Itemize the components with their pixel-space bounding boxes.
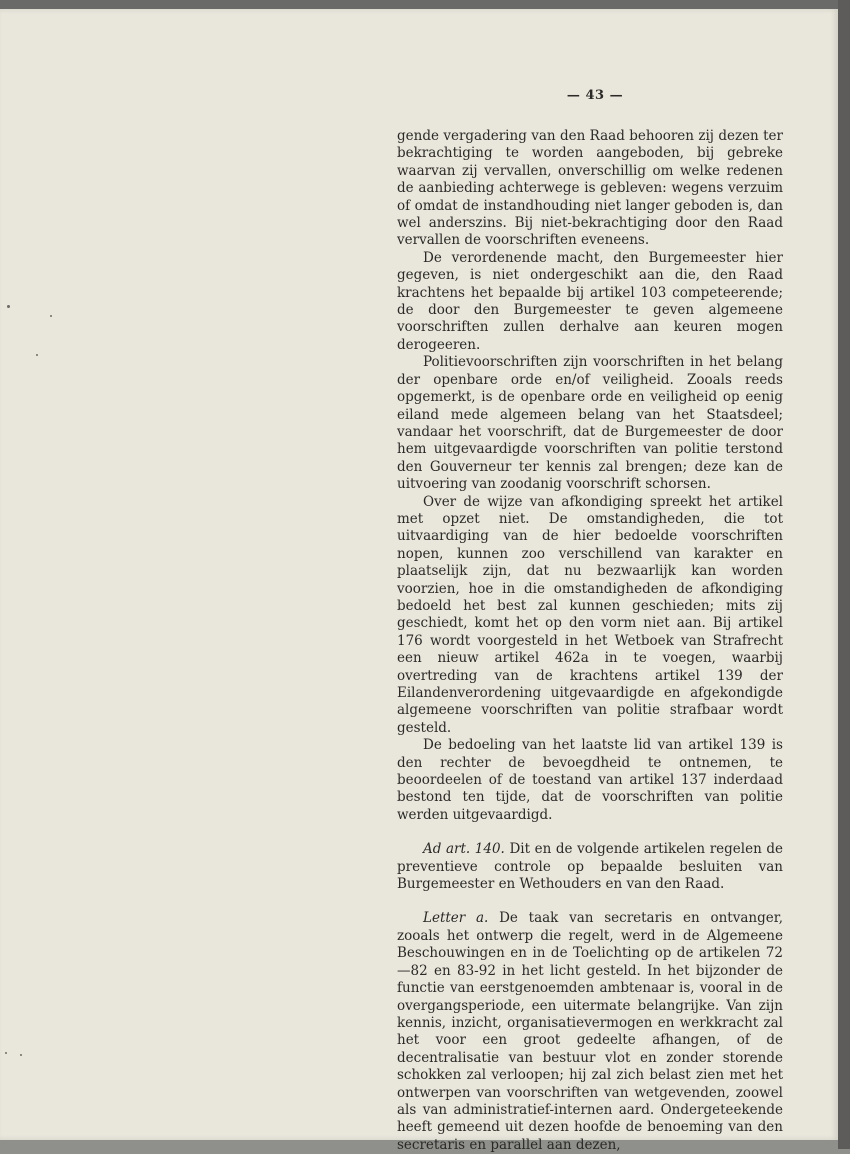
scanner-right-edge — [838, 0, 850, 1149]
paragraph-1 — [397, 128, 783, 250]
section-lead-ad-art-140: Ad art. 140. — [423, 841, 505, 858]
body-text — [397, 128, 783, 1154]
paper-speck — [50, 315, 52, 317]
page-number: — 43 — — [566, 88, 624, 103]
paragraph-letter-a — [397, 910, 783, 1154]
paragraph-5-text: De bedoeling van het laatste lid van artikel 139 is den rechter de bevoegdheid te ontnemen, te beoordeelen of de toestand van artikel 137 inderdaad bestond ten tijde, dat de voorschriften van politie werden uitgevaardigd. — [397, 737, 783, 823]
paragraph-2 — [397, 250, 783, 354]
paragraph-5 — [397, 737, 783, 824]
paragraph-ad-art-140 — [397, 841, 783, 893]
paragraph-1-text: gende vergadering van den Raad behooren zij dezen ter bekrachtiging te worden aangeboden, bij gebreke waarvan zij vervallen, onverschillig om welke redenen de aanbieding achterwege is gebleven: wegens verzuim of omdat de instandhouding niet langer geboden is, dan wel anderszins. Bij niet-bekrachtiging door den Raad vervallen de voorschriften eveneens. — [397, 128, 783, 249]
section-lead-letter-a: Letter a. — [423, 910, 489, 927]
paragraph-7-text: De taak van secretaris en ontvanger, zooals het ontwerp die regelt, werd in de Algemeene Beschouwingen en in de Toelichting op de artikelen 72—82 en 83-92 in het licht gesteld. In het bijzonder de functie van eerstgenoemden ambtenaar is, vooral in de overgangsperiode, een uitermate belangrijke. Van zijn kennis, inzicht, organisatievermogen en werkkracht zal het voor een groot gedeelte afhangen, of de decentralisatie van bestuur vlot en zonder storende schokken zal verloopen; hij zal zich belast zien met het ontwerpen van voorschriften van wetgevenden, zoowel als van administratief-internen aard. Ondergeteekende heeft gemeend uit dezen hoofde de benoeming van den secretaris en parallel aan dezen, — [397, 910, 783, 1153]
paragraph-3 — [397, 354, 783, 493]
paper-speck — [7, 305, 10, 308]
paragraph-4 — [397, 494, 783, 738]
paper-speck — [5, 1052, 7, 1054]
paper-speck — [20, 1054, 22, 1056]
paragraph-4-text: Over de wijze van afkondiging spreekt het artikel met opzet niet. De omstandigheden, die tot uitvaardiging van de hier bedoelde voorschriften nopen, kunnen zoo verschillend van karakter en plaatselijk zijn, dat nu bezwaarlijk kan worden voorzien, hoe in die omstandigheden de afkondiging bedoeld het best zal kunnen geschieden; mits zij geschiedt, komt het op den vorm niet aan. Bij artikel 176 wordt voorgesteld in het Wetboek van Strafrecht een nieuw artikel 462a in te voegen, waarbij overtreding van de krachtens artikel 139 der Eilandenverordening uitgevaardigde en afgekondigde algemeene voorschriften van politie strafbaar wordt gesteld. — [397, 493, 783, 736]
paragraph-2-text: De verordenende macht, den Burgemeester hier gegeven, is niet ondergeschikt aan die, den Raad krachtens het bepaalde bij artikel 103 competeerende; de door den Burgemeester te geven algemeene voorschriften zullen derhalve aan keuren mogen derogeeren. — [397, 249, 783, 353]
paper-speck — [36, 354, 38, 356]
paragraph-3-text: Politievoorschriften zijn voorschriften in het belang der openbare orde en/of veiligheid. Zooals reeds opgemerkt, is de openbare orde en veiligheid op eenig eiland mede algemeen belang van het Staatsdeel; vandaar het voorschrift, dat de Burgemeester de door hem uitgevaardigde voorschriften van politie terstond den Gouverneur ter kennis zal brengen; deze kan de uitvoering van zoodanig voorschrift schorsen. — [397, 354, 783, 493]
paragraph-6-text: Dit en de volgende artikelen regelen de preventieve controle op bepaalde besluiten van Burgemeester en Wethouders en van den Raad. — [397, 841, 783, 893]
